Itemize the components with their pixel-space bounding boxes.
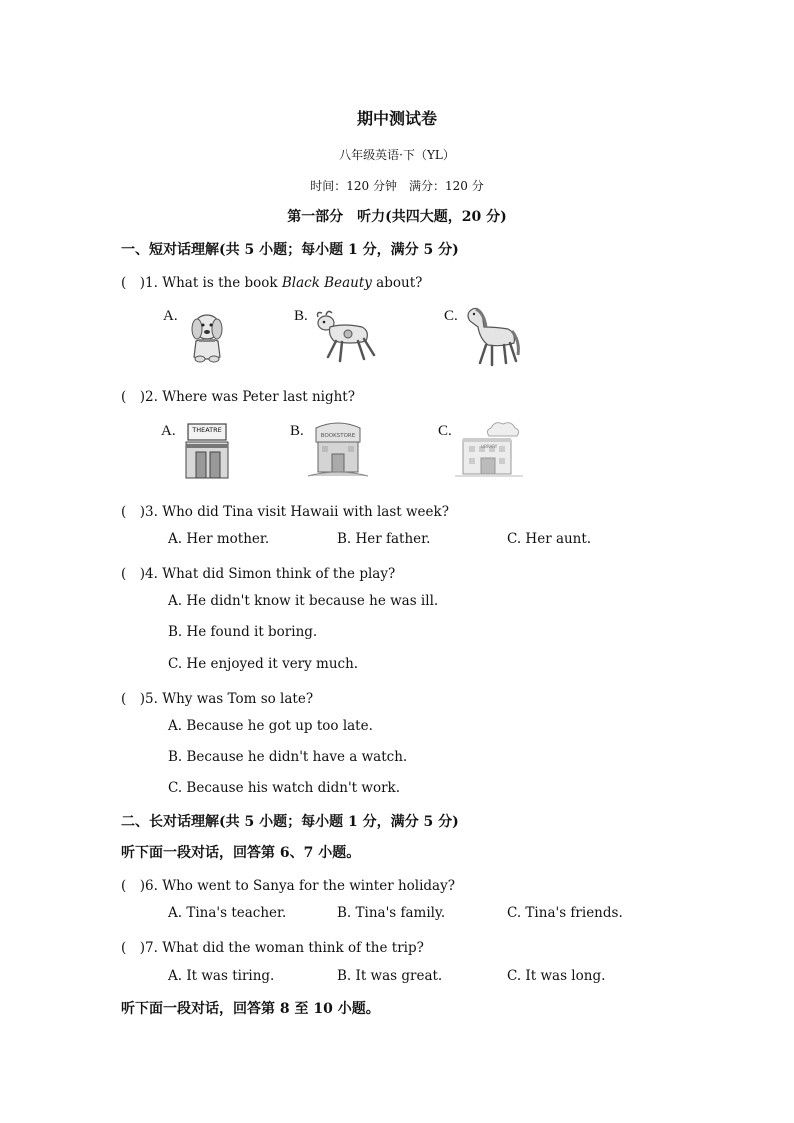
question-6: ( )6. Who went to Sanya for the winter holiday?: [121, 878, 455, 894]
q3-option-c: C. Her aunt.: [507, 531, 592, 547]
q4-option-b: B. He found it boring.: [168, 624, 318, 640]
q1-option-b-label: B.: [294, 308, 308, 324]
q2-option-c-label: C.: [438, 423, 452, 439]
page-title: 期中测试卷: [356, 109, 437, 128]
question-3: ( )3. Who did Tina visit Hawaii with last week?: [121, 504, 449, 520]
horse-image: [462, 305, 522, 367]
library-sign: LIBRARY: [480, 444, 498, 449]
section2-intro-2: 听下面一段对话，回答第 8 至 10 小题。: [121, 1001, 380, 1017]
question-7: ( )7. What did the woman think of the trip?: [121, 940, 424, 956]
q4-option-a: A. He didn't know it because he was ill.: [168, 593, 439, 609]
theatre-sign: THEATRE: [192, 426, 222, 434]
q4-option-c: C. He enjoyed it very much.: [168, 656, 359, 672]
section2-heading: 二、长对话理解(共 5 小题；每小题 1 分，满分 5 分): [121, 814, 459, 830]
q1-option-a-label: A.: [163, 308, 178, 324]
q7-option-a: A. It was tiring.: [168, 968, 275, 984]
subtitle: 八年级英语·下（YL）: [339, 148, 455, 162]
q7-option-c: C. It was long.: [507, 968, 606, 984]
time-info: 时间：120 分钟 满分：120 分: [310, 179, 484, 193]
section1-heading: 一、短对话理解(共 5 小题；每小题 1 分，满分 5 分): [121, 242, 459, 258]
dog-image: [182, 305, 232, 365]
q3-option-b: B. Her father.: [337, 531, 431, 547]
q5-option-b: B. Because he didn't have a watch.: [168, 749, 408, 765]
section2-intro-1: 听下面一段对话，回答第 6、7 小题。: [121, 845, 361, 861]
library-image: [455, 418, 523, 480]
q5-option-a: A. Because he got up too late.: [168, 718, 373, 734]
q2-option-b-label: B.: [290, 423, 304, 439]
goat-image: [314, 309, 380, 365]
q3-option-a: A. Her mother.: [168, 531, 270, 547]
question-4: ( )4. What did Simon think of the play?: [121, 566, 396, 582]
q6-option-b: B. Tina's family.: [337, 905, 446, 921]
question-1-book-title: Black Beauty: [281, 275, 372, 291]
question-2: ( )2. Where was Peter last night?: [121, 389, 355, 405]
question-1-suffix: about?: [371, 275, 423, 291]
q6-option-a: A. Tina's teacher.: [168, 905, 287, 921]
q2-option-a-label: A.: [161, 423, 176, 439]
bookstore-image: [306, 420, 370, 480]
question-1: [121, 271, 422, 291]
q5-option-c: C. Because his watch didn't work.: [168, 780, 400, 796]
q7-option-b: B. It was great.: [337, 968, 443, 984]
part-title: 第一部分 听力(共四大题，20 分): [287, 209, 507, 225]
question-5: ( )5. Why was Tom so late?: [121, 691, 314, 707]
q6-option-c: C. Tina's friends.: [507, 905, 623, 921]
q1-option-c-label: C.: [444, 308, 458, 324]
bookstore-sign: BOOKSTORE: [320, 433, 356, 439]
question-1-prefix: ( )1. What is the book: [121, 275, 282, 291]
